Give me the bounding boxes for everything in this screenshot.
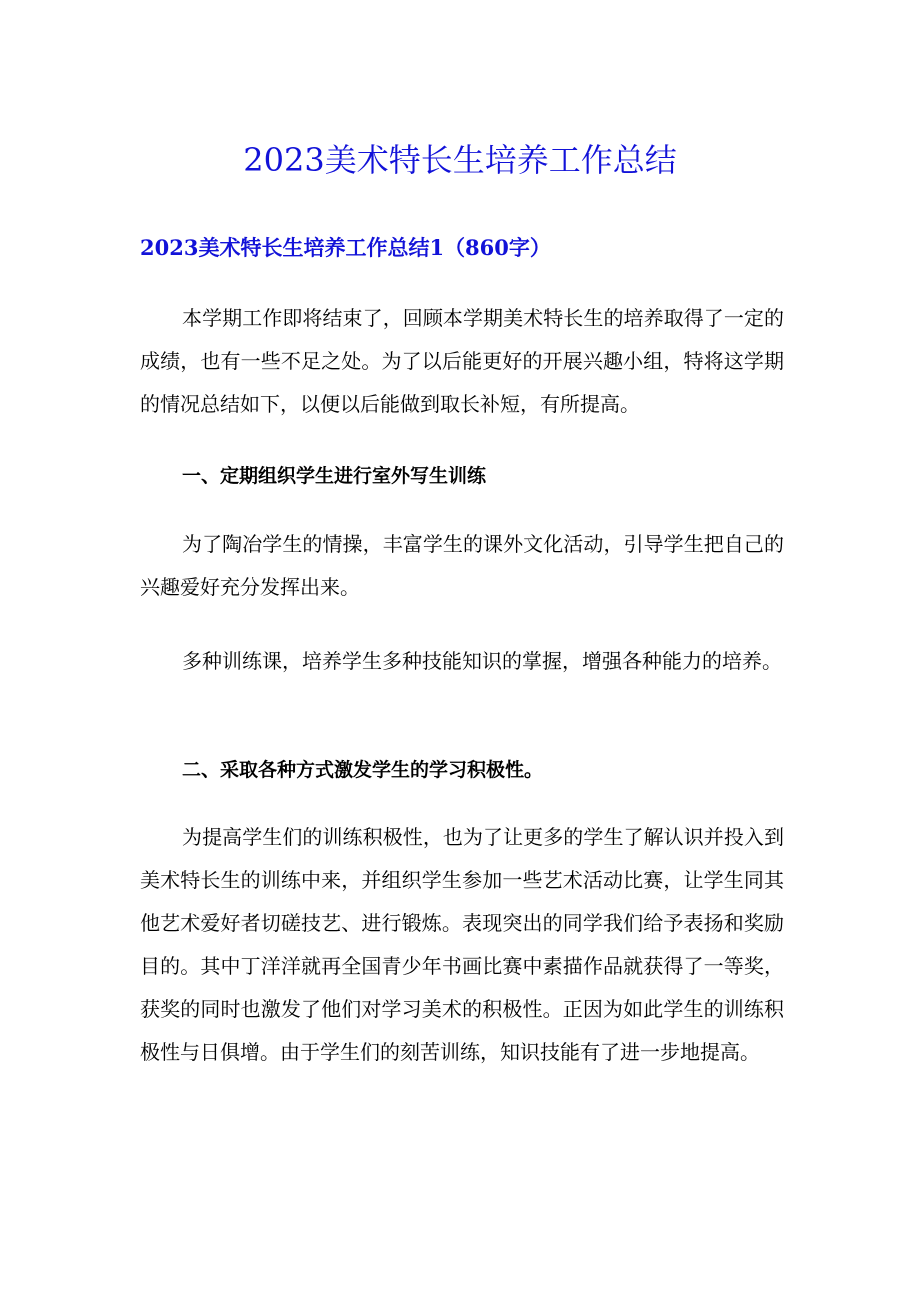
- paragraph-competitions: 为提高学生们的训练积极性，也为了让更多的学生了解认识并投入到美术特长生的训练中来，并组织学生参加一些艺术活动比赛，让学生同其他艺术爱好者切磋技艺、进行锻炼。表现突出的同学我们给予表扬和奖励目的。其中丁洋洋就再全国青少年书画比赛中素描作品就获得了一等奖，获奖的同时也激发了他们对学习美术的积极性。正因为如此学生的训练积极性与日俱增。由于学生们的刻苦训练，知识技能有了进一步地提高。: [140, 825, 784, 1064]
- paragraph-cultivate-interest: 为了陶冶学生的情操，丰富学生的课外文化活动，引导学生把自己的兴趣爱好充分发挥出来。: [140, 532, 784, 599]
- subheading-motivation: 二、采取各种方式激发学生的学习积极性。: [182, 759, 544, 781]
- section-heading: 2023美术特长生培养工作总结1（860字）: [140, 235, 551, 260]
- paragraph-training-courses: 多种训练课，培养学生多种技能知识的掌握，增强各种能力的培养。: [182, 649, 782, 673]
- subheading-outdoor-sketching: 一、定期组织学生进行室外写生训练: [182, 465, 487, 487]
- intro-paragraph: 本学期工作即将结束了，回顾本学期美术特长生的培养取得了一定的成绩，也有一些不足之处。为了以后能更好的开展兴趣小组，特将这学期的情况总结如下，以便以后能做到取长补短，有所提高。: [140, 306, 784, 416]
- document-title: 2023美术特长生培养工作总结: [243, 141, 677, 179]
